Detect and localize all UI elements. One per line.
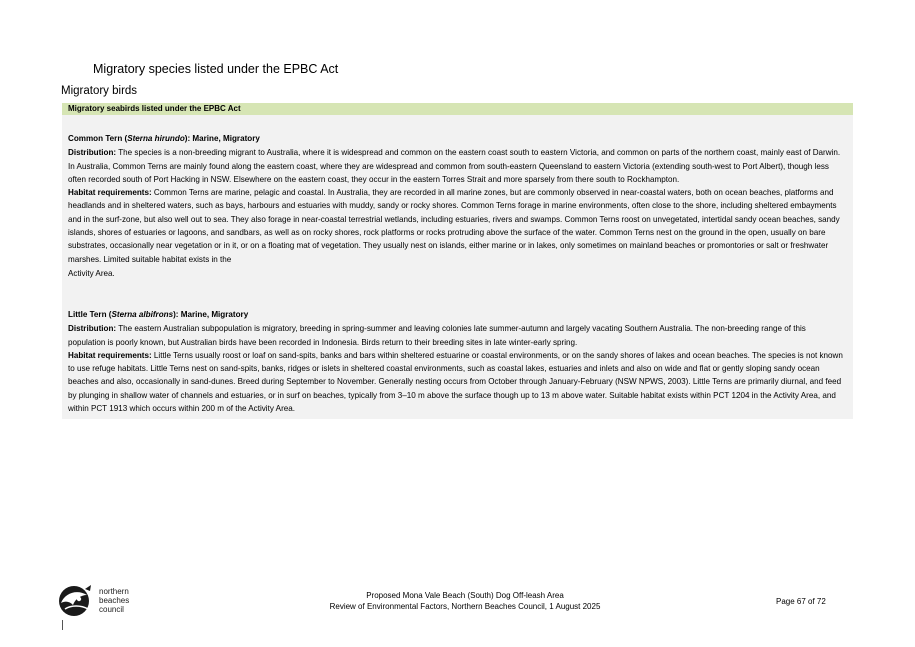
footer-divider — [62, 620, 63, 630]
table-header: Migratory seabirds listed under the EPBC Act — [62, 103, 853, 115]
species-table — [62, 103, 853, 419]
council-logo-text: northern beaches council — [99, 587, 130, 614]
species-entry-little-tern — [68, 308, 845, 415]
habitat-text-tail: Activity Area. — [68, 268, 115, 278]
distribution-text: Distribution: The species is a non-breeding migrant to Australia, where it is widespread and common on the eastern coast south to eastern Victoria, and common on parts of the northern coast, mainly east of Darwin. In Australia, Common Terns are mainly found along the eastern coast, where they are widespread and common from south-eastern Queensland to eastern Victoria (extending south-west to Port Albert), though less often recorded south of Port Hacking in NSW. Elsewhere on the eastern coast, they occur in the eastern Torres Strait and more sparsely from there south to Rockhampton. — [68, 148, 841, 184]
species-title: Little Tern (Sterna albifrons): Marine, Migratory — [68, 310, 249, 319]
species-entry-common-tern — [68, 132, 845, 280]
footer-document-title: Proposed Mona Vale Beach (South) Dog Off-leash Area Review of Environmental Factors, Northern Beaches Council, 1 August 2025 — [329, 591, 601, 611]
subsection-heading: Migratory birds — [61, 85, 138, 97]
council-logo-icon — [55, 583, 95, 619]
habitat-text: Habitat requirements: Little Terns usually roost or loaf on sand-spits, banks and bars within sheltered estuarine or coastal environments, or on the sandy shores of lakes and ocean beaches. The species is not known to use refuge habitats. Little Terns nest on sand-spits, banks, ridges or islets in sheltered coastal environments, such as coastal lakes, estuaries and inlets and also on wide and flat or gently sloping sandy ocean beaches and also, occasionally in sand-dunes. Breed during September to November. Generally nesting occurs from October through January-February (NSW NPWS, 2003). Little Terns are primarily diurnal, and feed by plunging in shallow water of channels and estuaries, or in surf on beaches, typically from 3–10 m above the surface though up to 13 m above water. Suitable habitat exists within PCT 1204 in the Activity Area, and within PCT 1913 which occurs within 200 m of the Activity Area. — [68, 350, 843, 414]
species-title: Common Tern (Sterna hirundo): Marine, Migratory — [68, 134, 260, 143]
habitat-text: Habitat requirements: Common Terns are marine, pelagic and coastal. In Australia, they are recorded in all marine zones, but are commonly observed in near-coastal waters, both on ocean beaches, platforms and headlands and in sheltered waters, such as bays, harbours and estuaries with muddy, sandy or rocky shores. Common Terns forage in marine environments, often close to the shore, including sheltered embayments and in the surf-zone, but also well out to sea. They also forage in near-coastal terrestrial wetlands, including estuaries, rivers and swamps. Common Terns roost on unvegetated, intertidal sandy ocean beaches, sandy islands, shores of estuaries or lagoons, and sandbars, as well as on rocky shores, rock platforms or rocks protruding above the surface of the water. Common Terns nest on the ground in the open, usually on bare substrates, occasionally near vegetation or in it, or on a floating mat of vegetation. They usually nest on islands, either marine or in lakes, only sometimes on mainland beaches or promontories or salt or freshwater marshes. Limited suitable habitat exists in the — [68, 188, 840, 264]
distribution-text: Distribution: The eastern Australian subpopulation is migratory, breeding in spring-summer and leaving colonies late summer-autumn and largely vacating Southern Australia. The non-breeding range of this population is poorly known, but Australian birds have been recorded in Indonesia. Birds return to their breeding sites in late winter-early spring. — [68, 324, 806, 347]
page-number: Page 67 of 72 — [776, 597, 826, 606]
section-heading: Migratory species listed under the EPBC Act — [93, 62, 339, 76]
